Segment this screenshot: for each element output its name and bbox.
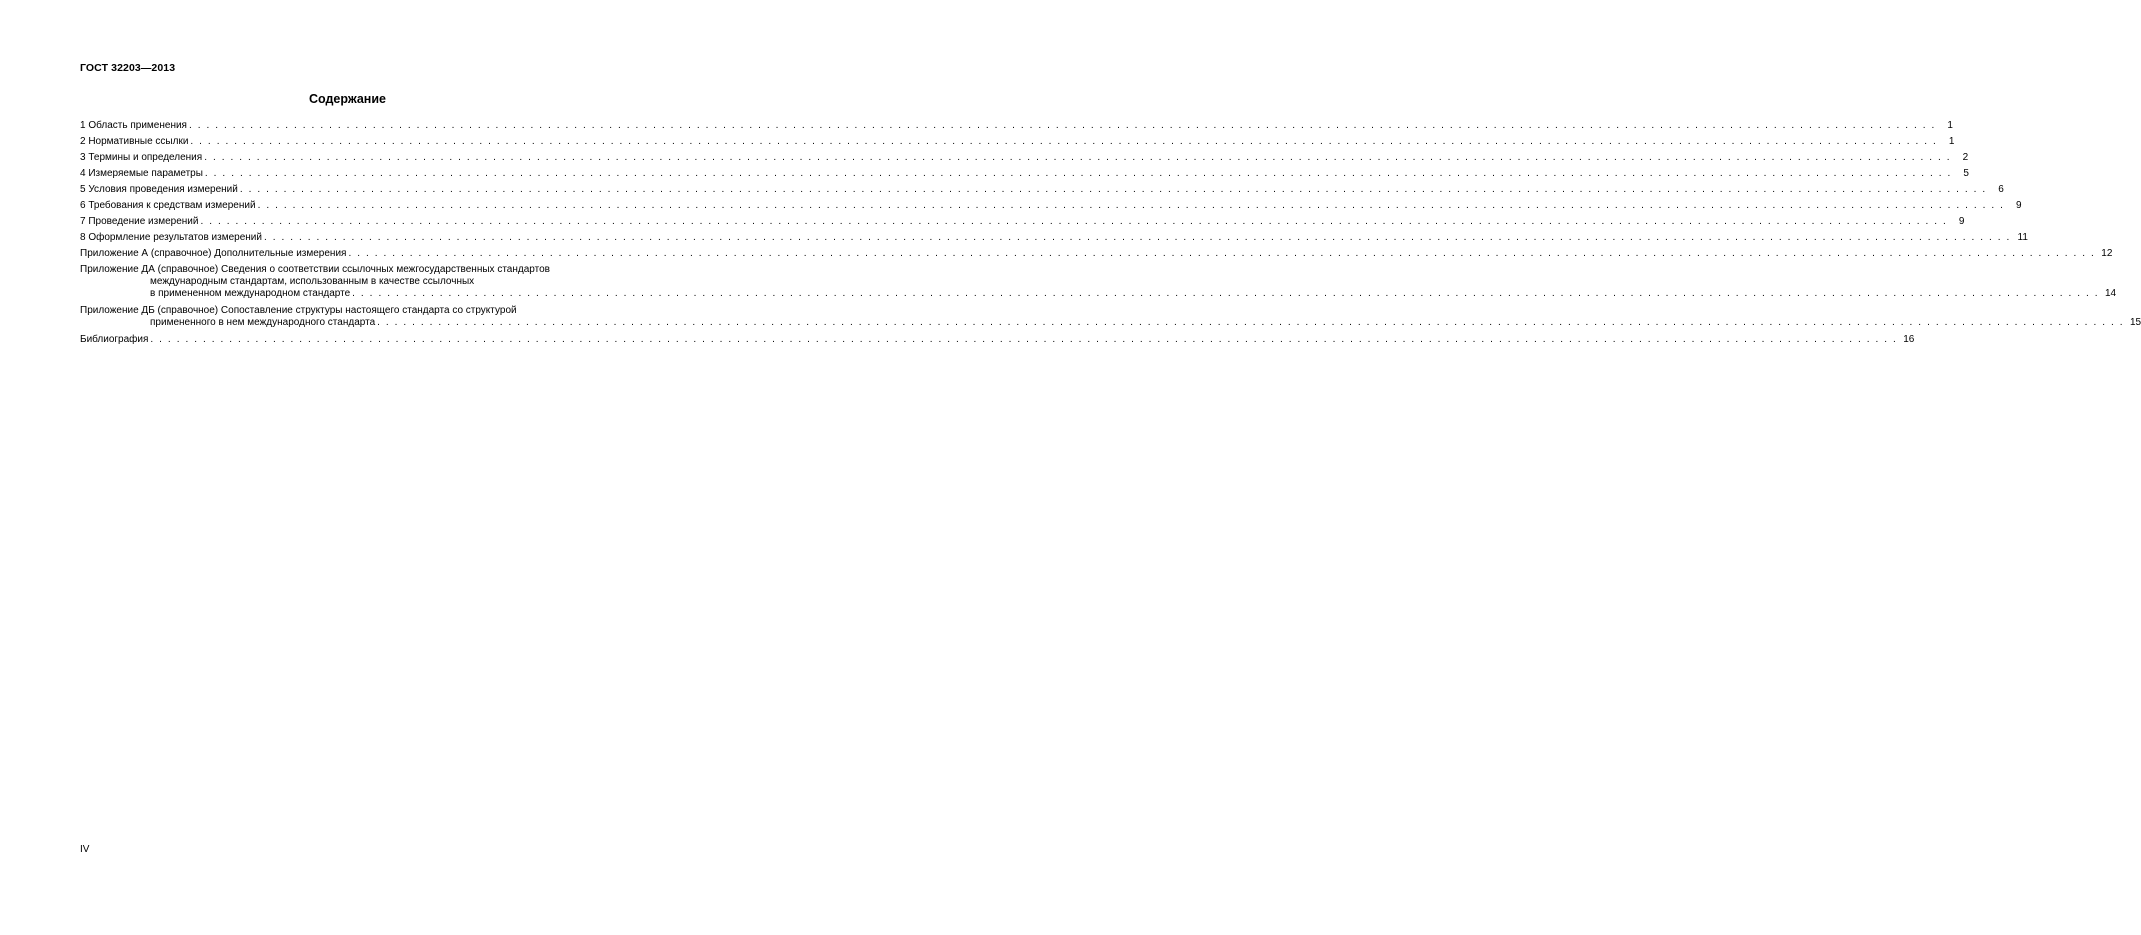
toc-page-number: 2 bbox=[1962, 152, 1969, 163]
toc-entry-line bbox=[80, 152, 1969, 164]
toc-entry[interactable] bbox=[80, 216, 1965, 228]
toc-entry-title: международным стандартам, использованным в качестве ссылочных bbox=[150, 276, 475, 287]
toc-entry[interactable] bbox=[80, 184, 2004, 196]
toc-entry[interactable] bbox=[80, 305, 2141, 329]
toc-page-number: 1 bbox=[1947, 120, 1953, 131]
toc-entry-line bbox=[80, 184, 2004, 196]
toc-entry[interactable] bbox=[80, 264, 2117, 300]
toc-page-number: 1 bbox=[1948, 136, 1955, 147]
toc-dot-leader: . . . . . . . . . . . . . . . . . . . . . . . . . . . . . . . . . . . . . . . . . . . . . . . . . . . . . . . . . . . . . . . . . . . . . . . . . . . . . . . . . . . . . . . . . . . . . . . . . . . . . . . . . . . . . . . . . . . . . . . . . . . . . . . . . . . . . . . . . . . . . . . . . . . . . . . . . . . . . . . . . . . . . . . . . . . . . . . . . . . . . . . . . . . . . . . . . . . . . . . . bbox=[150, 334, 1898, 345]
toc-entry[interactable] bbox=[80, 136, 1955, 148]
toc-page-number: 6 bbox=[1998, 184, 2004, 195]
toc-entry-title: 8 Оформление результатов измерений bbox=[80, 232, 262, 243]
toc-entry[interactable] bbox=[80, 152, 1969, 164]
toc-entry-line bbox=[80, 305, 615, 317]
toc-dot-leader: . . . . . . . . . . . . . . . . . . . . . . . . . . . . . . . . . . . . . . . . . . . . . . . . . . . . . . . . . . . . . . . . . . . . . . . . . . . . . . . . . . . . . . . . . . . . . . . . . . . . . . . . . . . . . . . . . . . . . . . . . . . . . . . . . . . . . . . . . . . . . . . . . . . . . . . . . . . . . . . . . . . . . . . . . . . . . . . . . . . . . . . . . . . . . . . . . . . . . . . . bbox=[204, 168, 1952, 179]
toc-entry-title: Приложение А (справочное) Дополнительные измерения bbox=[80, 248, 347, 259]
toc-entry-line bbox=[80, 264, 615, 276]
toc-entry-line bbox=[80, 248, 2113, 260]
toc-dot-leader: . . . . . . . . . . . . . . . . . . . . . . . . . . . . . . . . . . . . . . . . . . . . . . . . . . . . . . . . . . . . . . . . . . . . . . . . . . . . . . . . . . . . . . . . . . . . . . . . . . . . . . . . . . . . . . . . . . . . . . . . . . . . . . . . . . . . . . . . . . . . . . . . . . . . . . . . . . . . . . . . . . . . . . . . . . . . . . . . . . . . . . . . . . . . . . . . . . . . . . . . bbox=[263, 232, 2011, 243]
toc-entry-line bbox=[80, 276, 615, 288]
toc-dot-leader: . . . . . . . . . . . . . . . . . . . . . . . . . . . . . . . . . . . . . . . . . . . . . . . . . . . . . . . . . . . . . . . . . . . . . . . . . . . . . . . . . . . . . . . . . . . . . . . . . . . . . . . . . . . . . . . . . . . . . . . . . . . . . . . . . . . . . . . . . . . . . . . . . . . . . . . . . . . . . . . . . . . . . . . . . . . . . . . . . . . . . . . . . . . . . . . . . . . . . . . . bbox=[200, 216, 1948, 227]
toc-entry-title: Приложение ДА (справочное) Сведения о соответствии ссылочных межгосударственных стандартов bbox=[80, 264, 550, 275]
toc-entry-line bbox=[80, 200, 2022, 212]
toc-entry-title: в примененном международном стандарте bbox=[150, 288, 351, 299]
toc-dot-leader: . . . . . . . . . . . . . . . . . . . . . . . . . . . . . . . . . . . . . . . . . . . . . . . . . . . . . . . . . . . . . . . . . . . . . . . . . . . . . . . . . . . . . . . . . . . . . . . . . . . . . . . . . . . . . . . . . . . . . . . . . . . . . . . . . . . . . . . . . . . . . . . . . . . . . . . . . . . . . . . . . . . . . . . . . . . . . . . . . . . . . . . . . . . . . . . . . . . . . . . . bbox=[377, 317, 2125, 328]
toc-entry-line bbox=[80, 288, 2117, 300]
toc-entry-title: 3 Термины и определения bbox=[80, 152, 203, 163]
toc-dot-leader: . . . . . . . . . . . . . . . . . . . . . . . . . . . . . . . . . . . . . . . . . . . . . . . . . . . . . . . . . . . . . . . . . . . . . . . . . . . . . . . . . . . . . . . . . . . . . . . . . . . . . . . . . . . . . . . . . . . . . . . . . . . . . . . . . . . . . . . . . . . . . . . . . . . . . . . . . . . . . . . . . . . . . . . . . . . . . . . . . . . . . . . . . . . . . . . . . . . . . . . . bbox=[204, 152, 1952, 163]
toc-entry-title: 2 Нормативные ссылки bbox=[80, 136, 189, 147]
toc-entry-title: 5 Условия проведения измерений bbox=[80, 184, 238, 195]
toc-entry[interactable] bbox=[80, 120, 1953, 132]
toc-entry-line bbox=[80, 232, 2028, 244]
toc-entry[interactable] bbox=[80, 334, 1915, 346]
toc-entry-title: примененного в нем международного стандарта bbox=[150, 317, 376, 328]
toc-entry-title: 4 Измеряемые параметры bbox=[80, 168, 203, 179]
toc-page-number: 9 bbox=[1958, 216, 1965, 227]
toc-dot-leader: . . . . . . . . . . . . . . . . . . . . . . . . . . . . . . . . . . . . . . . . . . . . . . . . . . . . . . . . . . . . . . . . . . . . . . . . . . . . . . . . . . . . . . . . . . . . . . . . . . . . . . . . . . . . . . . . . . . . . . . . . . . . . . . . . . . . . . . . . . . . . . . . . . . . . . . . . . . . . . . . . . . . . . . . . . . . . . . . . . . . . . . . . . . . . . . . . . . . . . . . bbox=[239, 184, 1987, 195]
toc-entry-line bbox=[80, 216, 1965, 228]
page-number: IV bbox=[80, 844, 90, 855]
toc-dot-leader: . . . . . . . . . . . . . . . . . . . . . . . . . . . . . . . . . . . . . . . . . . . . . . . . . . . . . . . . . . . . . . . . . . . . . . . . . . . . . . . . . . . . . . . . . . . . . . . . . . . . . . . . . . . . . . . . . . . . . . . . . . . . . . . . . . . . . . . . . . . . . . . . . . . . . . . . . . . . . . . . . . . . . . . . . . . . . . . . . . . . . . . . . . . . . . . . . . . . . . . . bbox=[188, 120, 1936, 131]
toc-entry-title: Библиография bbox=[80, 334, 149, 345]
toc-dot-leader: . . . . . . . . . . . . . . . . . . . . . . . . . . . . . . . . . . . . . . . . . . . . . . . . . . . . . . . . . . . . . . . . . . . . . . . . . . . . . . . . . . . . . . . . . . . . . . . . . . . . . . . . . . . . . . . . . . . . . . . . . . . . . . . . . . . . . . . . . . . . . . . . . . . . . . . . . . . . . . . . . . . . . . . . . . . . . . . . . . . . . . . . . . . . . . . . . . . . . . . . bbox=[348, 248, 2096, 259]
toc-entry-title: 6 Требования к средствам измерений bbox=[80, 200, 256, 211]
table-of-contents bbox=[80, 120, 2141, 350]
toc-page-number: 12 bbox=[2101, 248, 2113, 259]
toc-entry[interactable] bbox=[80, 200, 2022, 212]
page-title: Содержание bbox=[308, 92, 386, 106]
toc-page-number: 5 bbox=[1963, 168, 1969, 179]
toc-entry-title: 1 Область применения bbox=[80, 120, 187, 131]
toc-entry[interactable] bbox=[80, 248, 2113, 260]
toc-dot-leader: . . . . . . . . . . . . . . . . . . . . . . . . . . . . . . . . . . . . . . . . . . . . . . . . . . . . . . . . . . . . . . . . . . . . . . . . . . . . . . . . . . . . . . . . . . . . . . . . . . . . . . . . . . . . . . . . . . . . . . . . . . . . . . . . . . . . . . . . . . . . . . . . . . . . . . . . . . . . . . . . . . . . . . . . . . . . . . . . . . . . . . . . . . . . . . . . . . . . . . . . bbox=[352, 288, 2100, 299]
document-header: ГОСТ 32203—2013 bbox=[80, 62, 176, 74]
toc-dot-leader: . . . . . . . . . . . . . . . . . . . . . . . . . . . . . . . . . . . . . . . . . . . . . . . . . . . . . . . . . . . . . . . . . . . . . . . . . . . . . . . . . . . . . . . . . . . . . . . . . . . . . . . . . . . . . . . . . . . . . . . . . . . . . . . . . . . . . . . . . . . . . . . . . . . . . . . . . . . . . . . . . . . . . . . . . . . . . . . . . . . . . . . . . . . . . . . . . . . . . . . . bbox=[257, 200, 2005, 211]
toc-entry-line bbox=[80, 136, 1955, 148]
toc-entry-line bbox=[80, 334, 1915, 346]
toc-entry-line bbox=[80, 317, 2141, 329]
toc-page-number: 15 bbox=[2129, 317, 2141, 328]
toc-entry-line bbox=[80, 120, 1953, 132]
toc-page-number: 11 bbox=[2017, 232, 2028, 243]
toc-page-number: 14 bbox=[2105, 288, 2117, 299]
toc-entry[interactable] bbox=[80, 232, 2028, 244]
toc-entry-title: 7 Проведение измерений bbox=[80, 216, 199, 227]
toc-page-number: 9 bbox=[2015, 200, 2022, 211]
toc-entry[interactable] bbox=[80, 168, 1969, 180]
toc-entry-line bbox=[80, 168, 1969, 180]
toc-page-number: 16 bbox=[1903, 334, 1915, 345]
toc-entry-title: Приложение ДБ (справочное) Сопоставление структуры настоящего стандарта со структурой bbox=[80, 305, 517, 316]
toc-dot-leader: . . . . . . . . . . . . . . . . . . . . . . . . . . . . . . . . . . . . . . . . . . . . . . . . . . . . . . . . . . . . . . . . . . . . . . . . . . . . . . . . . . . . . . . . . . . . . . . . . . . . . . . . . . . . . . . . . . . . . . . . . . . . . . . . . . . . . . . . . . . . . . . . . . . . . . . . . . . . . . . . . . . . . . . . . . . . . . . . . . . . . . . . . . . . . . . . . . . . . . . . bbox=[190, 136, 1938, 147]
